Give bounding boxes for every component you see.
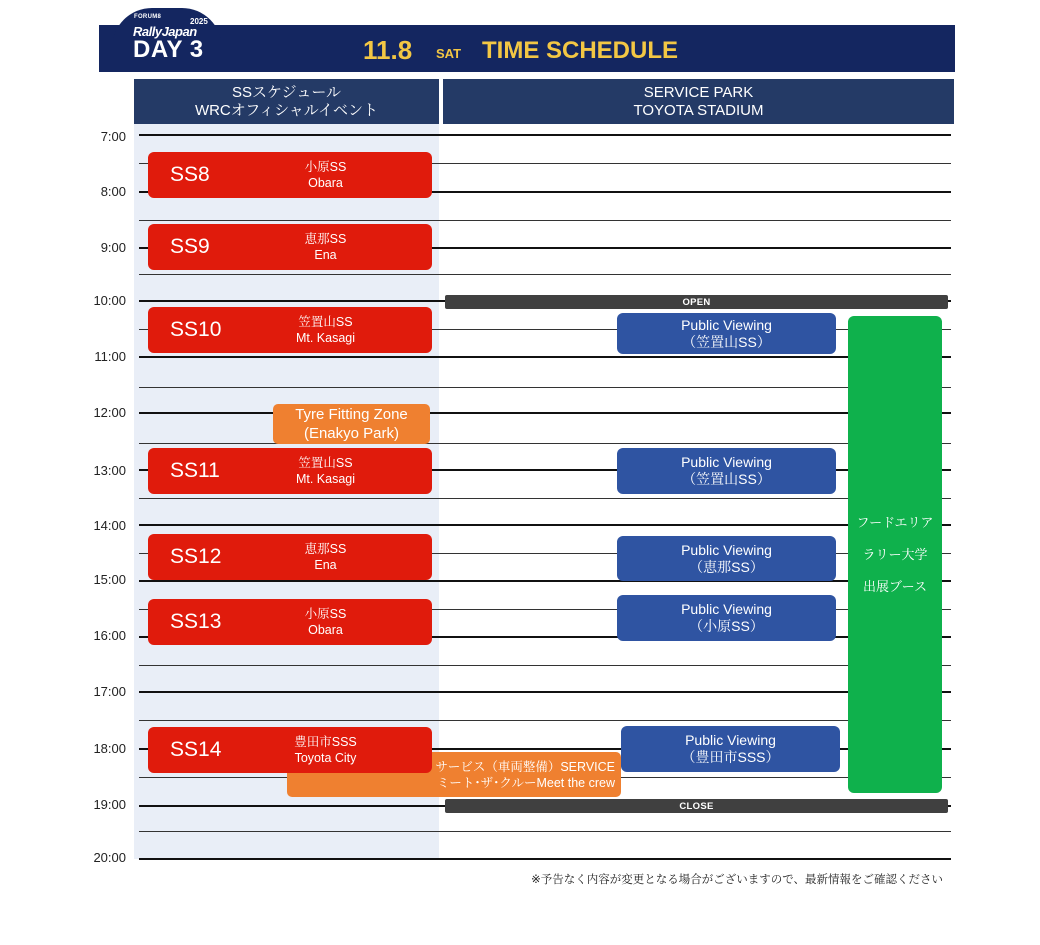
grid-line-half: [139, 720, 951, 721]
public-viewing-title: Public Viewing: [681, 541, 772, 558]
grid-line-half: [139, 274, 951, 275]
ss-location-en: Ena: [314, 558, 337, 572]
ss-block-ss10: [148, 307, 432, 353]
ss-code: SS14: [170, 738, 222, 761]
time-label: 8:00: [100, 184, 126, 199]
ss-code: SS13: [170, 610, 222, 633]
ss-location-jp: 小原SS: [304, 160, 347, 174]
ss-block-ss13: [148, 599, 432, 645]
ss-location-jp: 豊田市SSS: [294, 735, 357, 749]
ss-block-ss9: [148, 224, 432, 270]
public-viewing-block: [617, 313, 836, 354]
ss-block-ss8: [148, 152, 432, 198]
time-label: 17:00: [93, 684, 126, 699]
service-title: サービス（車両整備）SERVICE: [435, 759, 615, 774]
service-park-open-bar: OPEN: [445, 295, 948, 309]
column-header-line: SSスケジュール: [231, 83, 342, 101]
footnote: ※予告なく内容が変更となる場合がございますので、最新情報をご確認ください: [531, 874, 943, 886]
grid-line-half: [139, 665, 951, 666]
rally-university-label: ラリー大学: [862, 546, 928, 562]
column-header-line: SERVICE PARK: [643, 83, 754, 101]
logo-year: 2025: [190, 17, 208, 26]
grid-line-hour: [139, 356, 951, 358]
public-viewing-title: Public Viewing: [681, 601, 772, 617]
public-viewing-title: Public Viewing: [681, 316, 772, 333]
column-header-ss-schedule: [134, 79, 439, 124]
ss-location: [268, 152, 383, 198]
service-park-close-bar: CLOSE: [445, 799, 948, 813]
ss-location-jp: 恵那SS: [304, 232, 347, 246]
day-label: DAY 3: [133, 36, 204, 63]
ss-location-en: Obara: [308, 176, 343, 190]
time-label: 10:00: [93, 293, 126, 308]
ss-location-en: Toyota City: [294, 751, 357, 765]
ss-code: SS11: [170, 459, 220, 482]
ss-location-jp: 笠置山SS: [298, 456, 353, 470]
time-label: 15:00: [93, 572, 126, 587]
meet-the-crew-title: ミート･ザ･クルーMeet the crew: [436, 775, 615, 790]
time-label: 13:00: [93, 463, 126, 478]
public-viewing-stage: （恵那SS）: [689, 558, 764, 575]
time-label: 20:00: [93, 850, 126, 865]
time-label: 9:00: [100, 240, 126, 255]
grid-line-hour: [139, 691, 951, 693]
ss-location: [268, 599, 383, 645]
ss-location-jp: 笠置山SS: [298, 315, 353, 329]
ss-location: [268, 224, 383, 270]
tyre-fitting-zone-block: [273, 404, 430, 444]
grid-line-half: [139, 220, 951, 221]
ss-block-ss14: [148, 727, 432, 773]
public-viewing-stage: （豊田市SSS）: [681, 749, 780, 765]
page-title: TIME SCHEDULE: [482, 37, 679, 64]
grid-line-hour: [139, 524, 951, 526]
ss-code: SS10: [170, 318, 222, 341]
grid-line-hour: [139, 858, 951, 860]
ss-location-en: Ena: [314, 248, 337, 262]
ss-code: SS12: [170, 545, 222, 568]
public-viewing-block: [617, 595, 836, 641]
grid-line-half: [139, 443, 951, 444]
logo-sponsor-text: FORUM8: [134, 14, 162, 20]
ss-location-en: Mt. Kasagi: [295, 472, 356, 486]
ss-code: SS8: [170, 163, 210, 186]
public-viewing-title: Public Viewing: [681, 454, 772, 470]
ss-location-en: Obara: [308, 623, 343, 637]
ss-location: [268, 727, 383, 773]
ss-location-jp: 小原SS: [304, 607, 347, 621]
header-date: 11.8: [363, 35, 413, 65]
public-viewing-stage: （笠置山SS）: [682, 333, 771, 350]
header-weekday: SAT: [436, 46, 462, 61]
ss-location-jp: 恵那SS: [304, 542, 347, 556]
public-viewing-stage: （笠置山SS）: [682, 471, 771, 487]
grid-line-hour: [139, 412, 951, 414]
time-label: 12:00: [93, 405, 126, 420]
ss-location: [268, 534, 383, 580]
logo-brand: RallyJapan: [133, 24, 197, 39]
ss-code: SS9: [170, 235, 210, 258]
column-header-line: WRCオフィシャルイベント: [194, 101, 379, 119]
public-viewing-title: Public Viewing: [685, 732, 776, 748]
time-label: 7:00: [100, 129, 126, 144]
time-label: 19:00: [93, 797, 126, 812]
public-viewing-block: [617, 536, 836, 581]
ss-location: [268, 448, 383, 494]
public-viewing-block: [617, 448, 836, 494]
column-header-service-park: [443, 79, 954, 124]
grid-line-half: [139, 387, 951, 388]
tyre-zone-title: Tyre Fitting Zone: [295, 406, 408, 423]
public-viewing-block: [621, 726, 840, 772]
food-area-block: [848, 316, 942, 793]
column-header-line: TOYOTA STADIUM: [633, 101, 764, 119]
ss-location-en: Mt. Kasagi: [295, 331, 356, 345]
public-viewing-stage: （小原SS）: [689, 618, 764, 634]
grid-line-hour: [139, 134, 951, 136]
tyre-zone-location: (Enakyo Park): [303, 425, 400, 442]
time-label: 14:00: [93, 518, 126, 533]
food-area-label: フードエリア: [856, 514, 934, 530]
ss-block-ss12: [148, 534, 432, 580]
ss-block-ss11: [148, 448, 432, 494]
grid-line-half: [139, 498, 951, 499]
time-label: 18:00: [93, 741, 126, 756]
grid-line-half: [139, 831, 951, 832]
time-label: 16:00: [93, 628, 126, 643]
time-label: 11:00: [94, 349, 126, 364]
ss-location: [268, 307, 383, 353]
exhibitor-booth-label: 出展ブース: [863, 578, 927, 594]
